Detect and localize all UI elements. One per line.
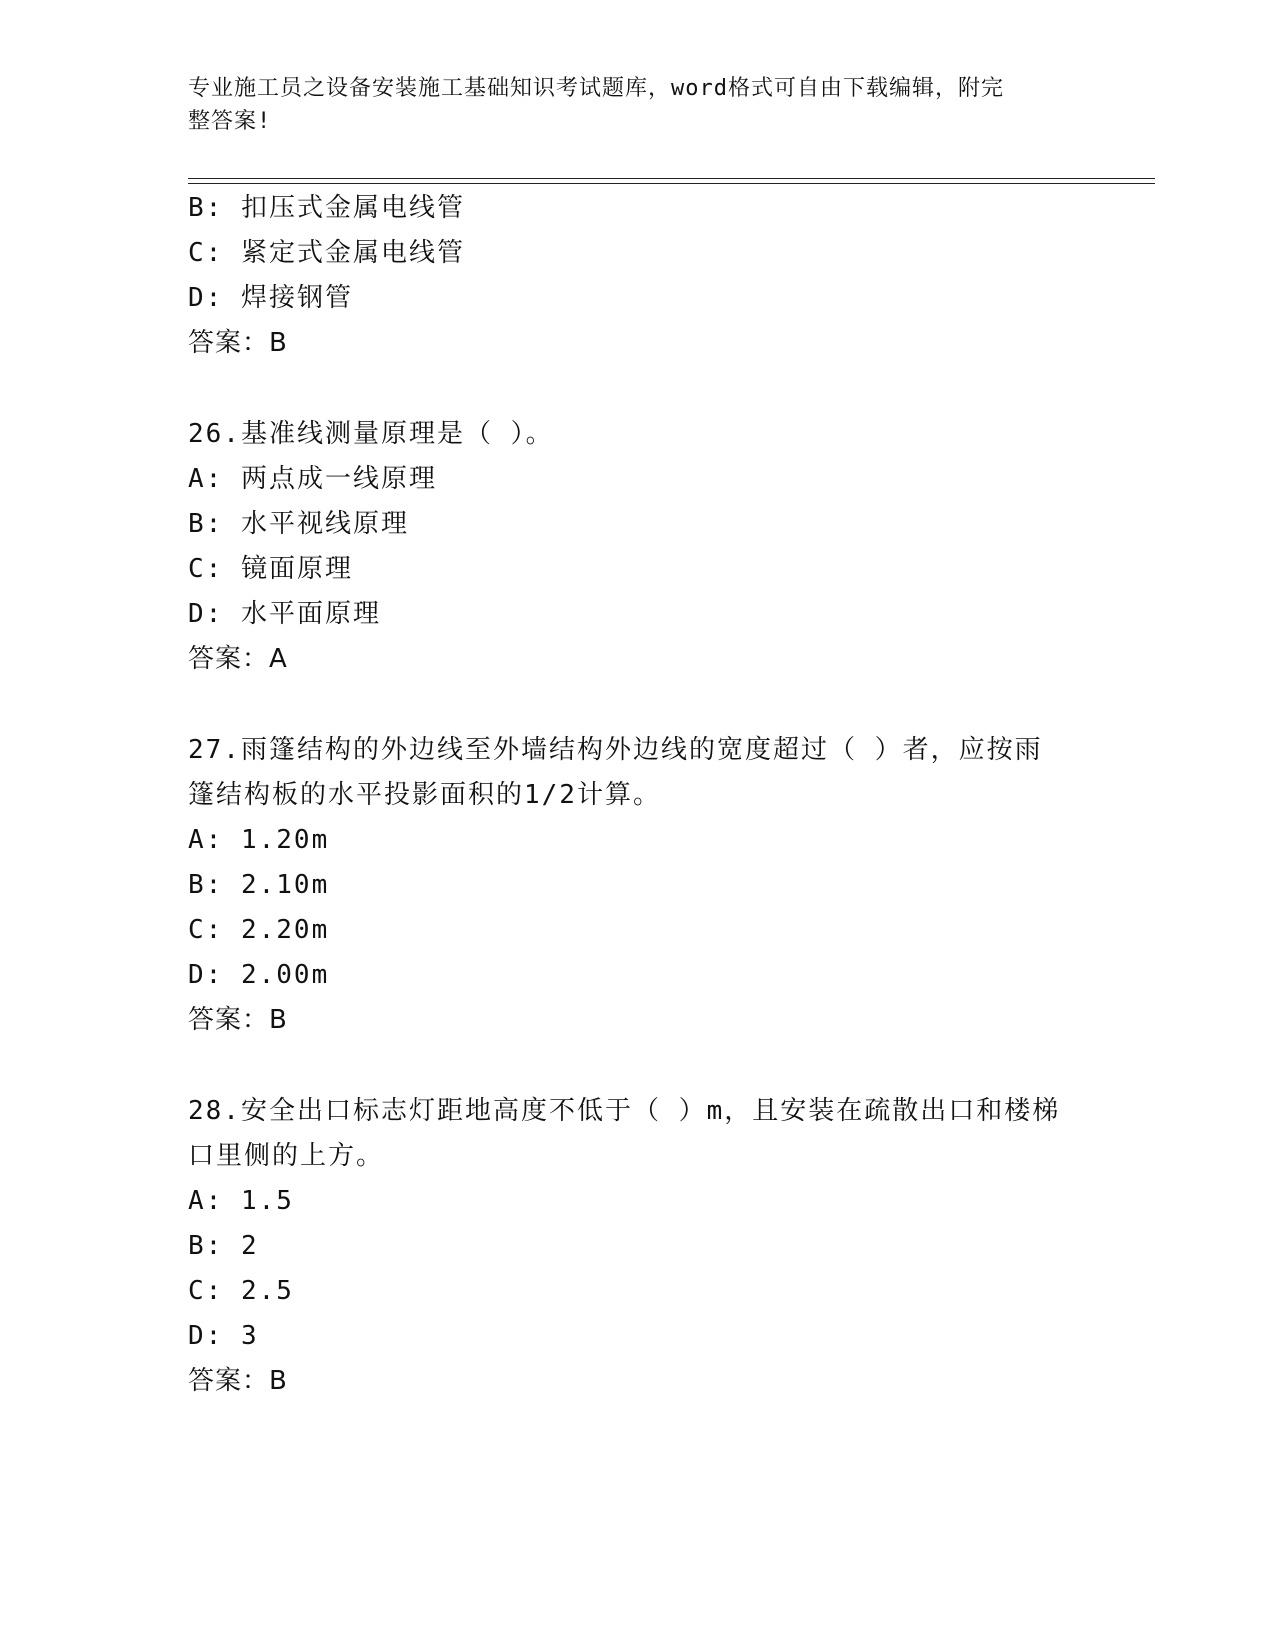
header-title-line-1: 专业施工员之设备安装施工基础知识考试题库，word格式可自由下载编辑，附完 <box>188 76 1004 101</box>
document-header <box>188 72 1088 138</box>
q26-option-a: A: 两点成一线原理 <box>188 464 437 494</box>
q25-option-b: B: 扣压式金属电线管 <box>188 193 465 223</box>
header-divider-bottom <box>188 183 1155 184</box>
q28-question-line-1: 28.安全出口标志灯距地高度不低于（ ）m，且安装在疏散出口和楼梯 <box>188 1096 1061 1126</box>
q28-option-c: C: 2.5 <box>188 1276 294 1306</box>
q26-option-d: D: 水平面原理 <box>188 599 381 629</box>
header-divider-top <box>188 178 1155 179</box>
q25-option-c: C: 紧定式金属电线管 <box>188 238 465 268</box>
q27-option-d: D: 2.00m <box>188 960 330 990</box>
q27-question-line-2: 篷结构板的水平投影面积的1/2计算。 <box>188 780 661 810</box>
header-title-line-2: 整答案! <box>188 109 272 134</box>
q26-question: 26.基准线测量原理是（ ）。 <box>188 419 554 449</box>
q25-option-d: D: 焊接钢管 <box>188 283 353 313</box>
q28-option-b: B: 2 <box>188 1231 259 1261</box>
q26-answer: 答案：A <box>188 644 288 674</box>
q27-option-c: C: 2.20m <box>188 915 330 945</box>
q27-answer: 答案：B <box>188 1005 288 1035</box>
q26-option-b: B: 水平视线原理 <box>188 509 409 539</box>
q27-option-b: B: 2.10m <box>188 870 330 900</box>
q28-option-a: A: 1.5 <box>188 1186 294 1216</box>
q28-option-d: D: 3 <box>188 1321 259 1351</box>
q27-option-a: A: 1.20m <box>188 825 330 855</box>
q26-option-c: C: 镜面原理 <box>188 554 353 584</box>
q28-answer: 答案：B <box>188 1366 288 1396</box>
q27-question-line-1: 27.雨篷结构的外边线至外墙结构外边线的宽度超过（ ）者，应按雨 <box>188 735 1043 765</box>
q25-answer: 答案：B <box>188 328 288 358</box>
q28-question-line-2: 口里侧的上方。 <box>188 1141 385 1171</box>
